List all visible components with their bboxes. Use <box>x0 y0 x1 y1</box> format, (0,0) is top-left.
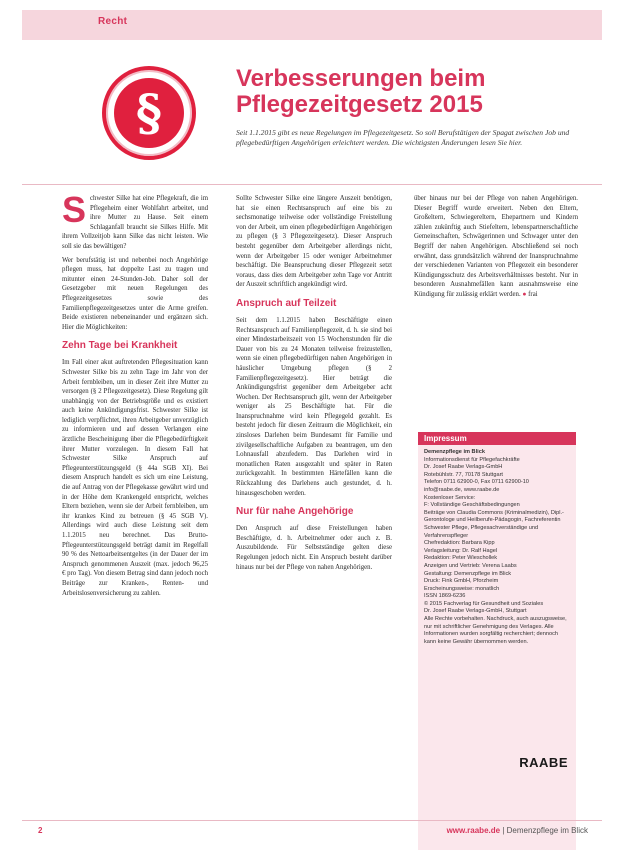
author-initials: frai <box>528 290 538 298</box>
page-number: 2 <box>38 826 43 835</box>
impressum-line: Beiträge von Claudia Commons (Kriminalmedizin), Dipl.-Gerontologe und Heilberufe-Pädagogin, Fachreferentin Schwester Pflege, Pflegesachverständige und Verfahrenspfleger <box>424 509 564 539</box>
section-sign-glyph: § <box>135 83 163 142</box>
paragraph: Sollte Schwester Silke eine längere Auszeit benötigen, hat sie einen Rechtsanspruch auf eine bis zu sechsmonatige teilweise oder vollständige Freistellung von der Arbeit, um einen pflegebedürftigen Angehörigen zu pflegen (§ 3 Pflegezeitgesetz). Dieser Anspruch besteht gegenüber dem Arbeitgeber allerdings nicht, wenn der Arbeitgeber 15 oder weniger Arbeitnehmer beschäftigt. Die Beanspruchung dieser Pflegezeit setzt voraus, dass dies dem Arbeitgeber zehn Tage vor Antritt der Auszeit schriftlich angekündigt wird. <box>236 195 392 289</box>
footer-website-link[interactable]: www.raabe.de <box>446 826 501 835</box>
paragraph <box>62 189 208 252</box>
subheading: Nur für nahe Angehörige <box>236 506 354 518</box>
impressum-line: ISSN 1869-6236 <box>424 593 466 600</box>
footer-publication: Demenzpflege im Blick <box>506 826 588 835</box>
impressum-line: Erscheinungsweise: monatlich <box>424 585 500 592</box>
footer-separator: | <box>502 826 505 835</box>
impressum-line: Kostenloser Service: <box>424 494 476 501</box>
impressum-line: Dr. Josef Raabe Verlags-GmbH <box>424 464 503 471</box>
paragraph: Wer berufstätig ist und nebenbei noch Angehörige pflegen muss, hat doppelte Last zu tragen und mitunter einen 24-Stunden-Job. Daher soll der Gesetzgeber mit neuen Regelungen des Pflegezeitgesetzes sowie des Familienpflegezeitgesetzes unter die Arme greifen. Beide existieren nebeneinander und ergänzen sich. Hier die Möglichkeiten: <box>62 256 208 331</box>
impressum-line: F: Vollständige Geschäftsbedingungen <box>424 502 520 509</box>
impressum-line: Dr. Josef Raabe Verlags-GmbH, Stuttgart <box>424 608 527 615</box>
impressum-line: info@raabe.de, www.raabe.de <box>424 486 500 493</box>
impressum-heading: Impressum <box>418 432 576 445</box>
paragraph: Den Anspruch auf diese Freistellungen haben Beschäftigte, d. h. Arbeitnehmer oder auch z. B. Auszubildende. Für Selbstständige gelten diese Regelungen jedoch nicht. Ein Anspruch besteht darüber hinaus nur bei der Pflege von nahen Angehörigen. <box>236 525 392 571</box>
raabe-logo: RAABE <box>519 755 568 770</box>
impressum-line: Redaktion: Peter Wieschollek <box>424 555 498 562</box>
paragraph: Seit dem 1.1.2015 haben Beschäftigte einen Rechtsanspruch auf Familienpflegezeit, d. h. sie sind bei einer Mindestarbeitszeit von 15 Wochenstunden für die Dauer von bis zu 24 Monaten teilweise freizustellen, wenn sie einen pflegebedürftigen nahen Angehörigen in häuslicher Umgebung pflegen (§ 2 Familienpflegezeitgesetz). Hier beträgt die Ankündigungsfrist gegenüber dem Arbeitgeber acht Wochen. Der Rechtsanspruch gilt, wenn der Arbeitgeber weniger als 25 Beschäftigte hat. Für die Inanspruchnahme wird kein Pflegegeld gezahlt. Es besteht jedoch für diesen Zeitraum die Möglichkeit, ein zinsloses Darlehen beim Bundesamt für Familie und zivilgesellschaftliche Aufgaben zu beantragen, um den Lohnausfall abzufedern. Das Darlehen wird in monatlichen Raten ausgezahlt und später in Raten zurückgezahlt. In bestimmten Härtefällen kann die Rückzahlung des Darlehens auch gestundet, d. h. hinausgeschoben werden. <box>236 316 392 497</box>
impressum-line: © 2015 Fachverlag für Gesundheit und Soziales <box>424 600 544 607</box>
footer-credit <box>447 826 588 835</box>
paragraph <box>414 194 578 300</box>
article-column-3 <box>414 194 578 304</box>
article-column-1 <box>62 189 208 602</box>
header-divider <box>22 184 602 185</box>
impressum-line: Verlagsleitung: Dr. Ralf Hagel <box>424 547 498 554</box>
subheading: Zehn Tage bei Krankheit <box>62 340 178 352</box>
impressum-line: Alle Rechte vorbehalten. Nachdruck, auch auszugsweise, nur mit schriftlicher Genehmigung des Verlages. Alle Informationen wurden sorgfältig recherchiert; dennoch kann keine Gewähr übernommen werden. <box>424 616 567 645</box>
impressum-line: Anzeigen und Vertrieb: Verena Laabs <box>424 562 517 569</box>
paragraph: Im Fall einer akut auftretenden Pflegesituation kann Schwester Silke bis zu zehn Tage im Jahr von der Arbeit fernbleiben, um in dieser Zeit ihre Mutter zu versorgen (§ 2 Pflegezeitgesetz). Diese Regelung gilt unabhängig von der Betriebsgröße und es existiert auch keine Ankündigungsfrist. Schwester Silke ist lediglich verpflichtet, ihren Arbeitgeber unverzüglich zu informieren und auf dessen Verlangen eine ärztliche Bescheinigung über die Pflegebedürftigkeit ihrer Mutter vorzulegen. In diesem Fall hat Schwester Silke Anspruch auf Pflegeunterstützungsgeld (§ 44a SGB XI). Bei diesem Anspruch handelt es sich um eine Leistung, die auf Antrag von der Pflegekasse gewährt wird und in der Höhe dem Krankengeld entspricht, welches Eltern beziehen, wenn sie der Arbeit fernbleiben, um ihr krankes Kind zu betreuen (§ 45 SGB V). Allerdings wird auch diese Leistung seit dem 1.1.2015 neu berechnet. Das Brutto-Pflegeunterstützungsgeld beträgt damit im Regelfall 90 % des Nettoarbeitsentgeltes (in der Dauer der im Anspruch genommenen Auszeit (max. jedoch 96,25 € pro Tag). Von diesem Betrag sind dann jedoch noch Beiträge zur Kranken-, Renten- und Arbeitslosenversicherung zu zahlen. <box>62 359 208 597</box>
article-intro: Seit 1.1.2015 gibt es neue Regelungen im Pflegezeitgesetz. So soll Berufstätigen der Spagat zwischen Job und pflegebedürftigen Angehörigen erleichtert werden. Die wichtigsten Änderungen lesen Sie hier. <box>236 128 570 147</box>
section-label: Recht <box>98 16 128 27</box>
drop-cap: S <box>62 189 87 230</box>
impressum-publication: Demenzpflege im Blick <box>424 449 485 455</box>
footer-divider <box>22 820 602 821</box>
article-column-2 <box>236 194 392 576</box>
impressum-line: Telefon 0711 62900-0, Fax 0711 62900-10 <box>424 479 529 486</box>
paragraph-emblem-icon <box>102 66 196 160</box>
end-mark-icon: ● <box>522 290 527 298</box>
impressum-box <box>418 432 576 850</box>
paragraph-text: chwester Silke hat eine Pflegekraft, die im Pflegeheim einer Wohlfahrt arbeitet, und ihre Mutter zu Hause. Seit einem Schlaganfall braucht sie Silkes Hilfe. Mit ihrem Vollzeitjob kann Silke das nicht leisten. Wie soll sie das bewältigen? <box>62 195 208 250</box>
emblem-inner <box>114 78 184 148</box>
impressum-line: Rotebühlstr. 77, 70178 Stuttgart <box>424 471 503 478</box>
impressum-body <box>418 445 576 650</box>
paragraph-text: über hinaus nur bei der Pflege von nahen Angehörigen. Dieser Begriff wurde erweitert. Neben den Eltern, Großeltern, Schwiegereltern, Ehepartnern und Kindern zählen zukünftig auch Stiefeltern, lebenspartnerschaftliche Gemeinschaften, Schwägerinnen und Schwager unter den Begriff der nahen Angehörigen. Abschließend sei noch erwähnt, dass grundsätzlich während der Inanspruchnahme der verschiedenen Varianten von Pflegezeit ein besonderer Kündigungsschutz des Arbeitsverhältnisses besteht. Nur in besonderen Ausnahmefällen kann ausnahmsweise eine Kündigung für zulässig erklärt werden. <box>414 195 578 298</box>
impressum-line: Druck: Fink GmbH, Pforzheim <box>424 578 499 585</box>
impressum-line: Chefredaktion: Barbara Kipp <box>424 540 495 547</box>
impressum-line: Informationsdienst für Pflegefachkräfte <box>424 456 520 463</box>
subheading: Anspruch auf Teilzeit <box>236 297 337 309</box>
article-title: Verbesserungen beim Pflegezeitgesetz 2015 <box>236 65 486 118</box>
impressum-line: Gestaltung: Demenzpflege im Blick <box>424 570 512 577</box>
